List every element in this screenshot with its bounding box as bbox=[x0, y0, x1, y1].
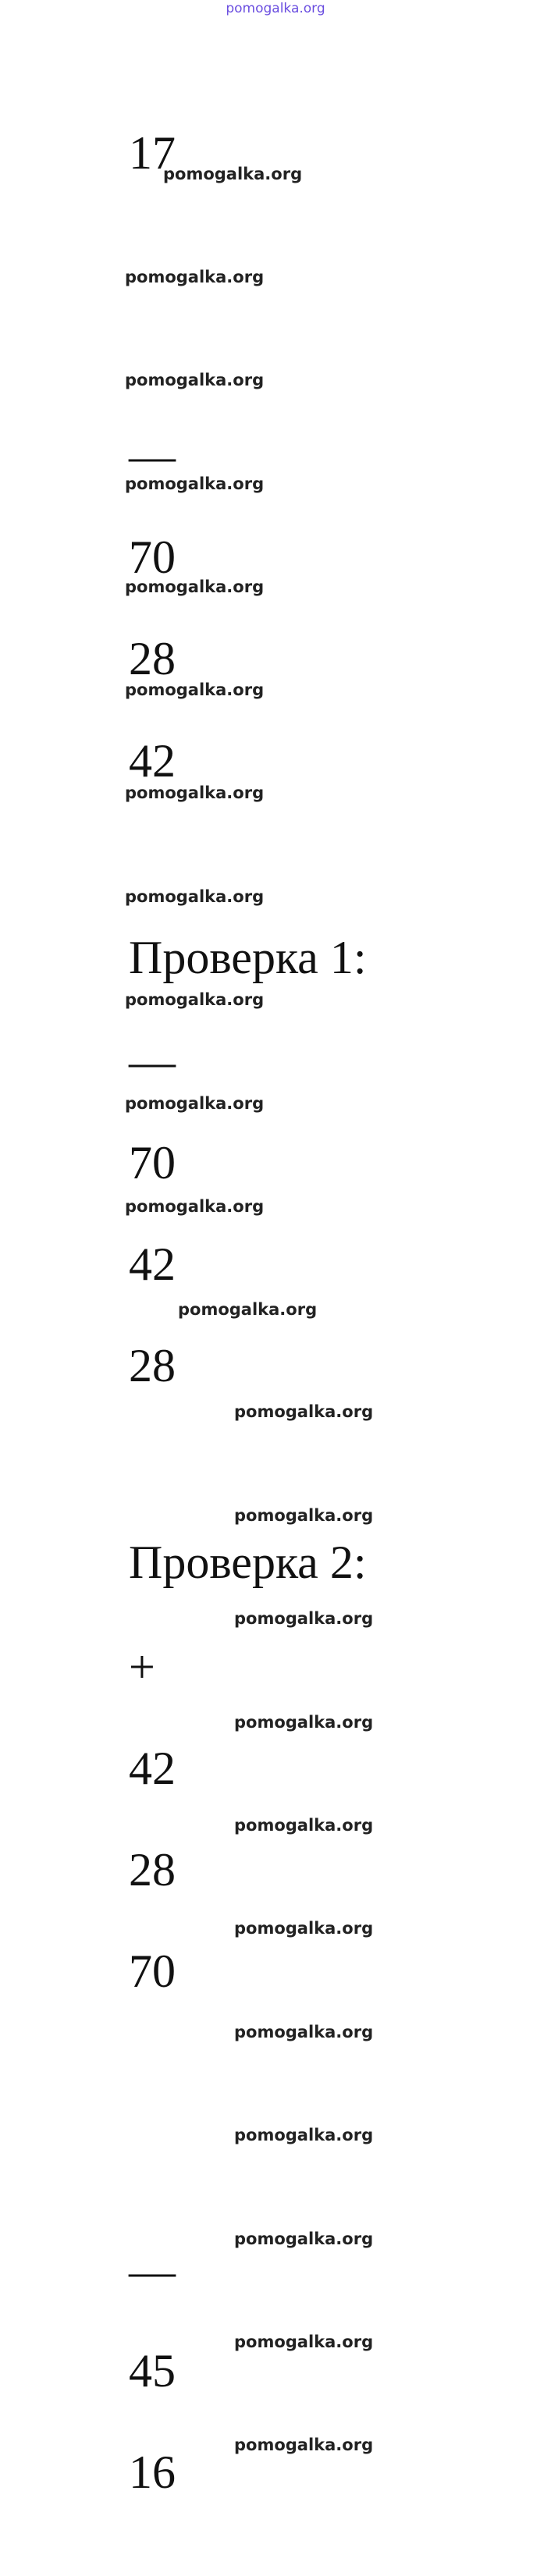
watermark: pomogalka.org bbox=[163, 165, 303, 183]
watermark: pomogalka.org bbox=[234, 2230, 374, 2248]
minus-sign: — bbox=[129, 2245, 176, 2297]
number-28: 28 bbox=[129, 1844, 176, 1896]
minus-sign: — bbox=[129, 1036, 176, 1087]
number-28: 28 bbox=[129, 1340, 176, 1391]
watermark: pomogalka.org bbox=[125, 990, 265, 1009]
number-45: 45 bbox=[129, 2345, 176, 2397]
watermark: pomogalka.org bbox=[234, 1713, 374, 1732]
minus-sign: — bbox=[129, 430, 176, 481]
watermark: pomogalka.org bbox=[125, 887, 265, 906]
check-1-title: Проверка 1: bbox=[129, 932, 367, 983]
watermark: pomogalka.org bbox=[125, 1094, 265, 1113]
watermark: pomogalka.org bbox=[125, 1197, 265, 1216]
number-70: 70 bbox=[129, 1945, 176, 1997]
watermark: pomogalka.org bbox=[234, 1609, 374, 1628]
watermark: pomogalka.org bbox=[234, 2126, 374, 2144]
number-42: 42 bbox=[129, 735, 176, 787]
watermark: pomogalka.org bbox=[125, 680, 265, 699]
check-2-title: Проверка 2: bbox=[129, 1537, 367, 1588]
plus-sign: + bbox=[129, 1641, 155, 1693]
watermark: pomogalka.org bbox=[234, 2023, 374, 2041]
watermark: pomogalka.org bbox=[125, 783, 265, 802]
watermark: pomogalka.org bbox=[125, 577, 265, 596]
watermark: pomogalka.org bbox=[234, 1919, 374, 1938]
watermark: pomogalka.org bbox=[234, 1402, 374, 1421]
watermark: pomogalka.org bbox=[234, 2333, 374, 2351]
watermark: pomogalka.org bbox=[234, 1816, 374, 1835]
number-70: 70 bbox=[129, 1137, 176, 1189]
site-link[interactable]: pomogalka.org bbox=[226, 1, 325, 16]
watermark: pomogalka.org bbox=[234, 1506, 374, 1525]
number-42: 42 bbox=[129, 1743, 176, 1794]
watermark: pomogalka.org bbox=[234, 2436, 374, 2454]
number-17: 17 bbox=[129, 127, 176, 179]
watermark: pomogalka.org bbox=[178, 1300, 318, 1319]
watermark: pomogalka.org bbox=[125, 371, 265, 389]
number-16: 16 bbox=[129, 2446, 176, 2498]
number-42: 42 bbox=[129, 1238, 176, 1290]
number-70: 70 bbox=[129, 531, 176, 583]
watermark: pomogalka.org bbox=[125, 268, 265, 286]
number-28: 28 bbox=[129, 633, 176, 684]
watermark: pomogalka.org bbox=[125, 474, 265, 493]
